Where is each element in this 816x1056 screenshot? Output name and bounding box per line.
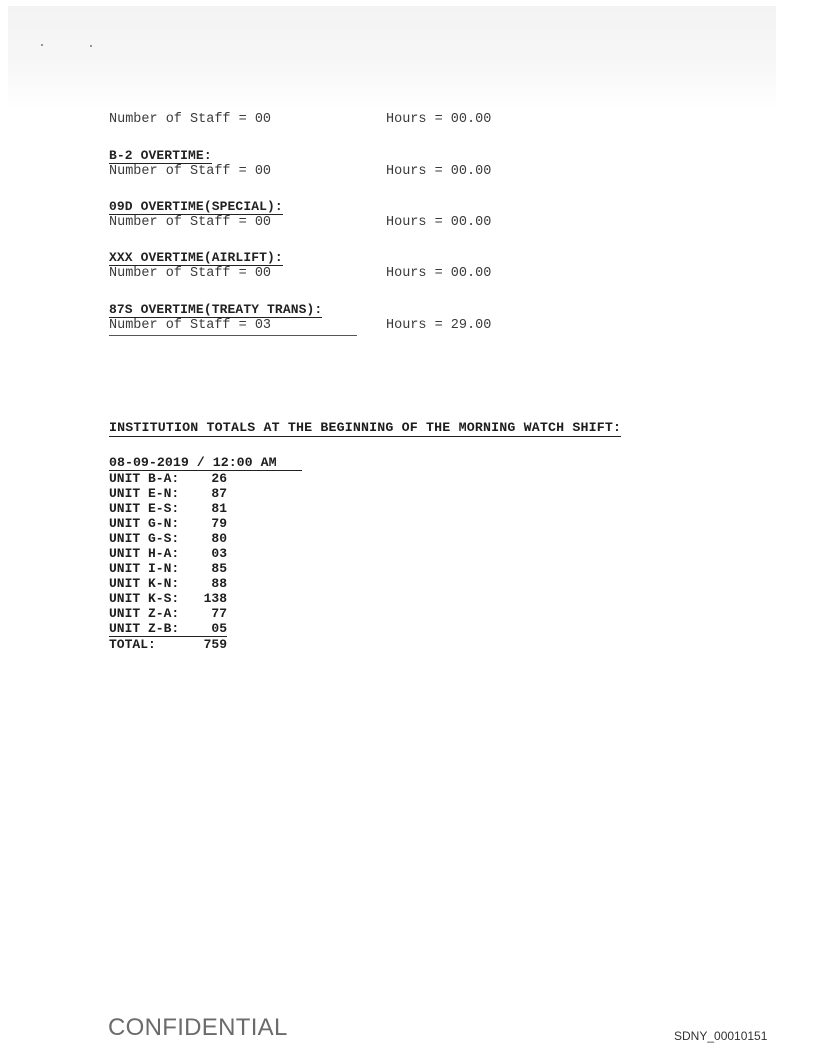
overtime-section-87s — [109, 300, 529, 336]
totals-datetime: 08-09-2019 / 12:00 AM — [109, 455, 302, 471]
scan-shading — [8, 6, 776, 110]
unit-row — [109, 471, 302, 486]
overtime-row — [109, 266, 529, 283]
unit-count: 80 — [211, 531, 227, 546]
overtime-general — [109, 112, 529, 129]
hours-value: Hours = 00.00 — [386, 164, 492, 179]
unit-label: UNIT Z-A: — [109, 606, 180, 621]
unit-count: 87 — [211, 486, 227, 501]
overtime-heading: 09D OVERTIME(SPECIAL): — [109, 199, 283, 214]
hours-value: Hours = 29.00 — [386, 318, 492, 333]
overtime-heading: XXX OVERTIME(AIRLIFT): — [109, 250, 283, 265]
total-label: TOTAL: — [109, 637, 156, 652]
staff-count: Number of Staff = 00 — [109, 266, 272, 281]
overtime-section-xxx — [109, 248, 529, 283]
hours-value: Hours = 00.00 — [386, 215, 492, 230]
unit-label: UNIT G-S: — [109, 531, 180, 546]
overtime-section-09d — [109, 197, 529, 232]
unit-row — [109, 546, 302, 561]
overtime-row — [109, 164, 529, 181]
unit-label: UNIT B-A: — [109, 471, 180, 486]
unit-label: UNIT G-N: — [109, 516, 180, 531]
unit-row — [109, 516, 302, 531]
hours-value: Hours = 00.00 — [386, 112, 492, 127]
scan-speck — [90, 45, 92, 47]
hours-value: Hours = 00.00 — [386, 266, 492, 281]
overtime-row — [109, 215, 529, 232]
unit-count: 79 — [211, 516, 227, 531]
unit-label: UNIT Z-B: — [109, 621, 197, 637]
unit-label: UNIT E-S: — [109, 501, 180, 516]
unit-row — [109, 576, 302, 591]
unit-row — [109, 606, 302, 621]
unit-count: 81 — [211, 501, 227, 516]
unit-row — [109, 486, 302, 501]
unit-row — [109, 531, 302, 546]
unit-count: 88 — [211, 576, 227, 591]
unit-row — [109, 621, 302, 637]
unit-row — [109, 501, 302, 516]
unit-label: UNIT I-N: — [109, 561, 180, 576]
bates-number: SDNY_00010151 — [674, 1029, 768, 1043]
overtime-general-row — [109, 112, 529, 129]
overtime-heading: 87S OVERTIME(TREATY TRANS): — [109, 302, 323, 317]
staff-count: Number of Staff = 03 — [109, 318, 357, 336]
institution-totals-title: INSTITUTION TOTALS AT THE BEGINNING OF THE MORNING WATCH SHIFT: — [109, 420, 622, 435]
unit-row — [109, 561, 302, 576]
unit-label: UNIT E-N: — [109, 486, 180, 501]
confidential-stamp: CONFIDENTIAL — [108, 1014, 288, 1041]
unit-count: 03 — [211, 546, 227, 561]
unit-count: 05 — [197, 621, 227, 637]
unit-count: 85 — [211, 561, 227, 576]
total-value: 759 — [203, 637, 227, 652]
institution-totals-table — [109, 455, 302, 652]
unit-count: 26 — [211, 471, 227, 486]
staff-count: Number of Staff = 00 — [109, 215, 272, 230]
total-row — [109, 637, 302, 652]
scan-speck — [41, 44, 43, 46]
unit-row — [109, 591, 302, 606]
overtime-section-b2 — [109, 146, 529, 181]
unit-label: UNIT K-S: — [109, 591, 180, 606]
unit-count: 77 — [211, 606, 227, 621]
unit-label: UNIT H-A: — [109, 546, 180, 561]
overtime-row — [109, 318, 529, 336]
staff-count: Number of Staff = 00 — [109, 164, 272, 179]
unit-count: 138 — [203, 591, 227, 606]
staff-count: Number of Staff = 00 — [109, 112, 272, 127]
unit-label: UNIT K-N: — [109, 576, 180, 591]
overtime-heading: B-2 OVERTIME: — [109, 148, 212, 163]
